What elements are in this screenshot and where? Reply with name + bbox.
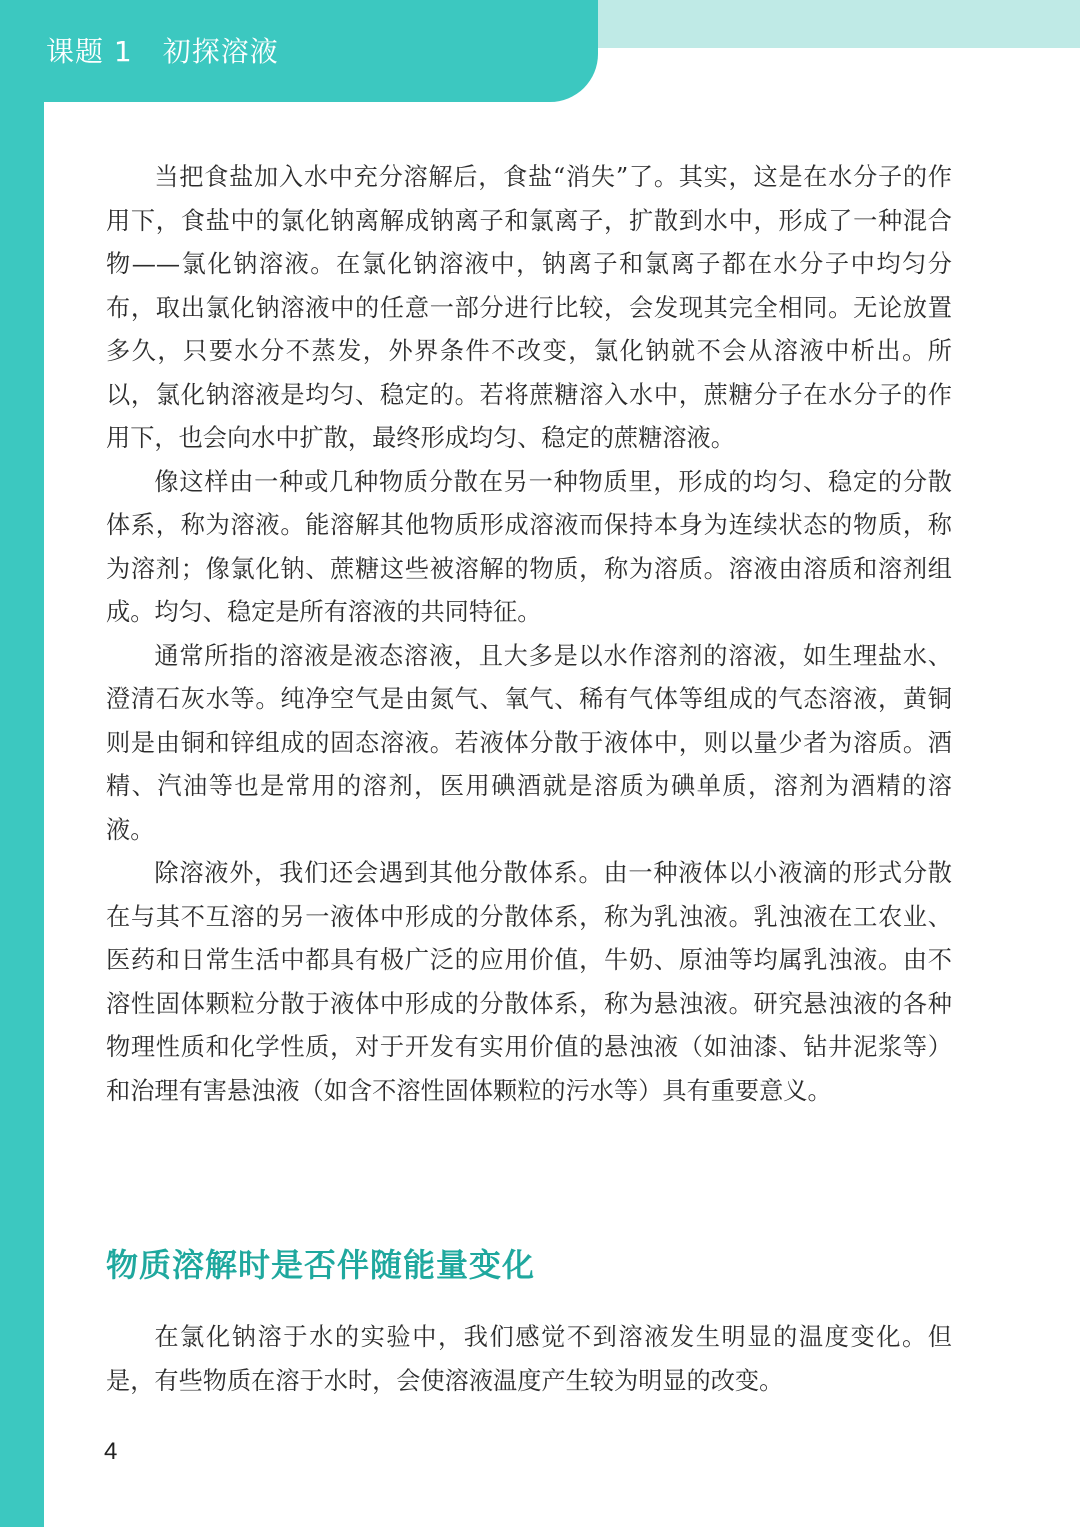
section-heading: 物质溶解时是否伴随能量变化	[106, 1246, 536, 1284]
lesson-title: 初探溶液	[162, 35, 279, 68]
left-accent-strip	[0, 0, 44, 1527]
top-accent-band	[560, 0, 1080, 48]
chapter-title	[46, 30, 279, 70]
paragraph-3: 通常所指的溶液是液态溶液，且大多是以水作溶剂的溶液，如生理盐水、澄清石灰水等。纯净空气是由氮气、氧气、稀有气体等组成的气态溶液，黄铜则是由铜和锌组成的固态溶液。若液体分散于液体中，则以量少者为溶质。酒精、汽油等也是常用的溶剂，医用碘酒就是溶质为碘单质，溶剂为酒精的溶液。	[106, 641, 952, 844]
paragraph-1: 当把食盐加入水中充分溶解后，食盐“消失”了。其实，这是在水分子的作用下，食盐中的氯化钠离解成钠离子和氯离子，扩散到水中，形成了一种混合物——氯化钠溶液。在氯化钠溶液中，钠离子和氯离子都在水分子中均匀分布，取出氯化钠溶液中的任意一部分进行比较，会发现其完全相同。无论放置多久，只要水分不蒸发，外界条件不改变，氯化钠就不会从溶液中析出。所以，氯化钠溶液是均匀、稳定的。若将蔗糖溶入水中，蔗糖分子在水分子的作用下，也会向水中扩散，最终形成均匀、稳定的蔗糖溶液。	[106, 163, 952, 452]
page-number: 4	[104, 1438, 118, 1465]
section-body	[106, 1316, 952, 1403]
body-text	[106, 156, 952, 1113]
chapter-header-tab	[0, 0, 598, 102]
lesson-label: 课题 1	[46, 35, 133, 68]
paragraph-4: 除溶液外，我们还会遇到其他分散体系。由一种液体以小液滴的形式分散在与其不互溶的另一液体中形成的分散体系，称为乳浊液。乳浊液在工农业、医药和日常生活中都具有极广泛的应用价值，牛奶、原油等均属乳浊液。由不溶性固体颗粒分散于液体中形成的分散体系，称为悬浊液。研究悬浊液的各种物理性质和化学性质，对于开发有实用价值的悬浊液（如油漆、钻井泥浆等）和治理有害悬浊液（如含不溶性固体颗粒的污水等）具有重要意义。	[106, 859, 952, 1105]
section-paragraph: 在氯化钠溶于水的实验中，我们感觉不到溶液发生明显的温度变化。但是，有些物质在溶于水时，会使溶液温度产生较为明显的改变。	[106, 1323, 952, 1395]
paragraph-2: 像这样由一种或几种物质分散在另一种物质里，形成的均匀、稳定的分散体系，称为溶液。能溶解其他物质形成溶液而保持本身为连续状态的物质，称为溶剂；像氯化钠、蔗糖这些被溶解的物质，称为溶质。溶液由溶质和溶剂组成。均匀、稳定是所有溶液的共同特征。	[106, 467, 952, 626]
